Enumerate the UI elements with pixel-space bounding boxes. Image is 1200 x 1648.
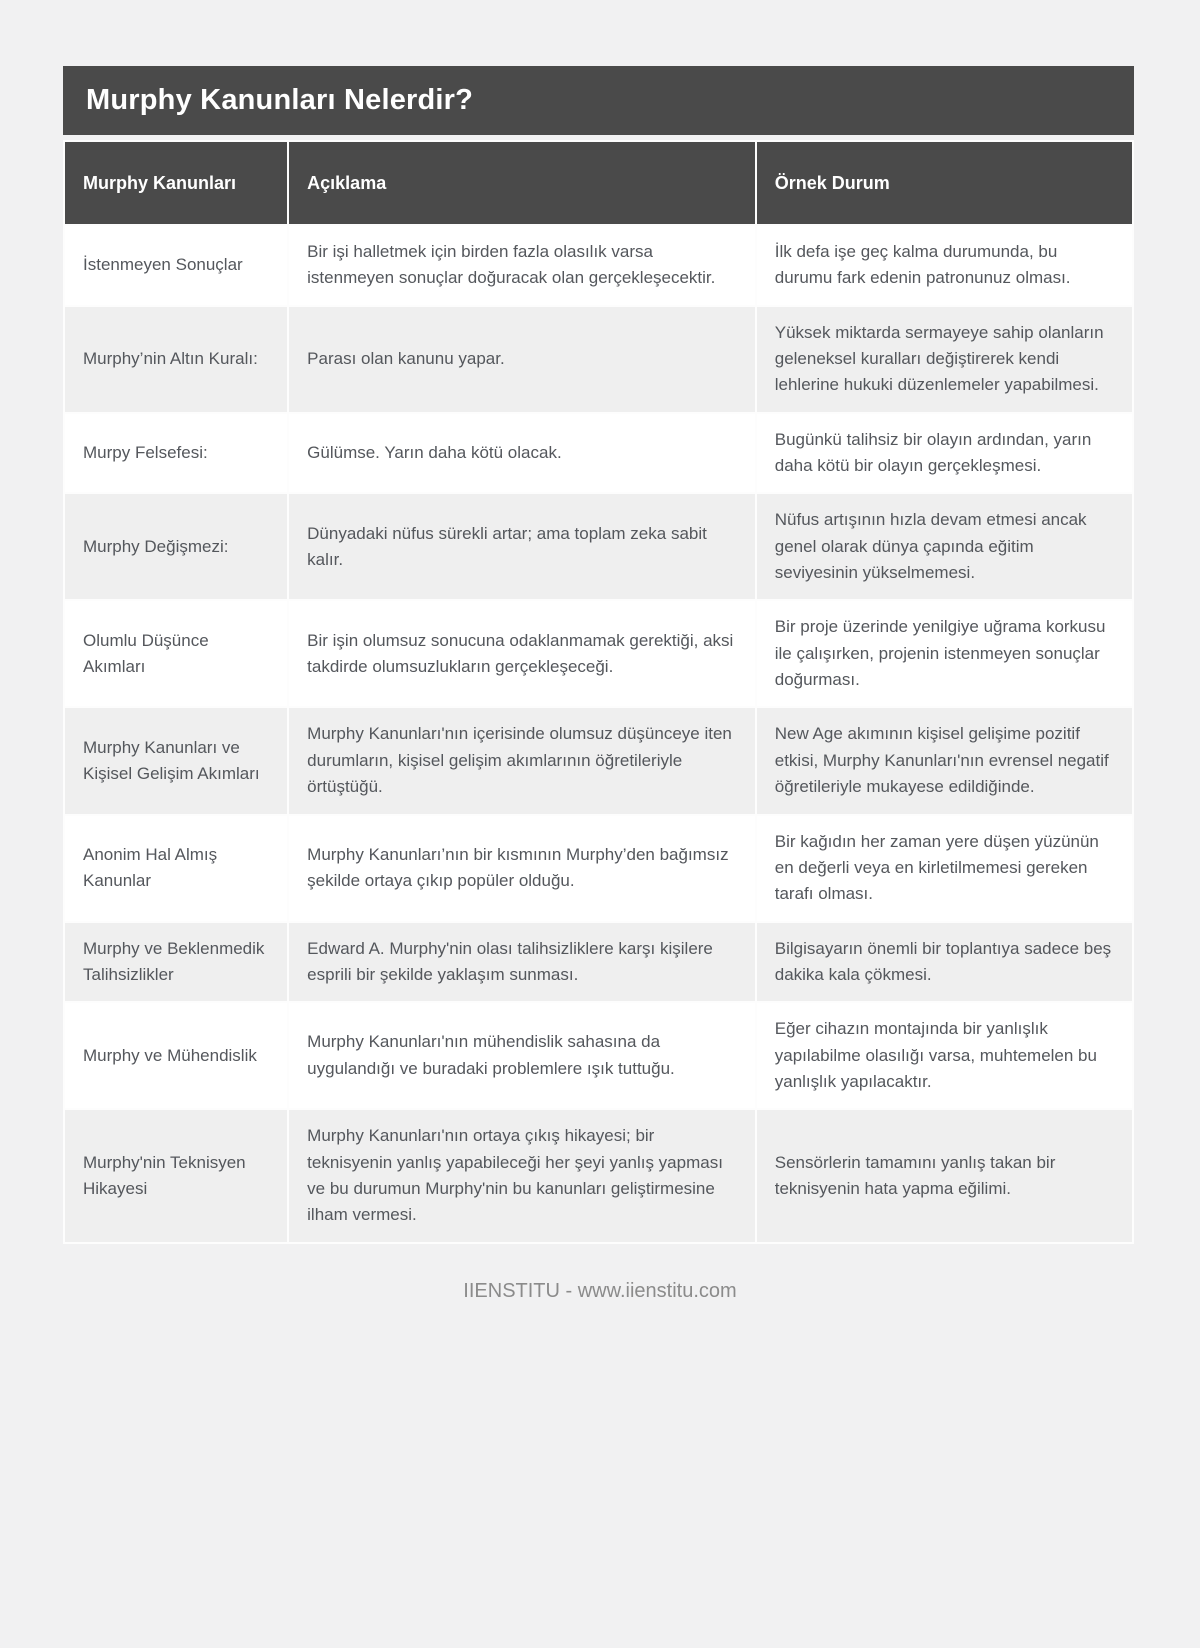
law-example: Bugünkü talihsiz bir olayın ardından, yarın daha kötü bir olayın gerçekleşmesi. <box>757 414 1132 493</box>
footer-credit: IIENSTITU - www.iienstitu.com <box>463 1279 737 1302</box>
law-description: Murphy Kanunları'nın içerisinde olumsuz düşünceye iten durumların, kişisel gelişim akımlarının öğretileriyle örtüştüğü. <box>289 708 755 813</box>
law-name: İstenmeyen Sonuçlar <box>65 226 287 305</box>
law-example: Nüfus artışının hızla devam etmesi ancak genel olarak dünya çapında eğitim seviyesinin yükselmemesi. <box>757 494 1132 599</box>
table-row <box>65 708 1132 813</box>
table-row <box>65 414 1132 493</box>
law-name: Murphy Kanunları ve Kişisel Gelişim Akımları <box>65 708 287 813</box>
law-name: Murphy ve Beklenmedik Talihsizlikler <box>65 923 287 1002</box>
law-name: Murphy ve Mühendislik <box>65 1003 287 1108</box>
law-description: Parası olan kanunu yapar. <box>289 307 755 412</box>
table-row <box>65 494 1132 599</box>
law-example: İlk defa işe geç kalma durumunda, bu durumu fark edenin patronunuz olması. <box>757 226 1132 305</box>
table-row <box>65 816 1132 921</box>
law-name: Murphy Değişmezi: <box>65 494 287 599</box>
page-title: Murphy Kanunları Nelerdir? <box>63 66 1134 135</box>
law-description: Edward A. Murphy'nin olası talihsizliklere karşı kişilere esprili bir şekilde yaklaşım sunması. <box>289 923 755 1002</box>
law-example: Sensörlerin tamamını yanlış takan bir teknisyenin hata yapma eğilimi. <box>757 1110 1132 1241</box>
law-example: Bir kağıdın her zaman yere düşen yüzünün en değerli veya en kirletilmemesi gereken tarafı olması. <box>757 816 1132 921</box>
law-description: Murphy Kanunları'nın ortaya çıkış hikayesi; bir teknisyenin yanlış yapabileceği her şeyi yanlış yapması ve bu durumun Murphy'nin bu kanunları geliştirmesine ilham vermesi. <box>289 1110 755 1241</box>
table-row <box>65 923 1132 1002</box>
law-example: Yüksek miktarda sermayeye sahip olanların geleneksel kuralları değiştirerek kendi lehlerine hukuki düzenlemeler yapabilmesi. <box>757 307 1132 412</box>
law-description: Dünyadaki nüfus sürekli artar; ama toplam zeka sabit kalır. <box>289 494 755 599</box>
law-description: Murphy Kanunları’nın bir kısmının Murphy’den bağımsız şekilde ortaya çıkıp popüler olduğu. <box>289 816 755 921</box>
document-sheet <box>63 0 1134 1303</box>
murphy-laws-table <box>63 140 1134 1244</box>
law-name: Murphy’nin Altın Kuralı: <box>65 307 287 412</box>
law-example: Eğer cihazın montajında bir yanlışlık yapılabilme olasılığı varsa, muhtemelen bu yanlışlık yapılacaktır. <box>757 1003 1132 1108</box>
law-example: New Age akımının kişisel gelişime pozitif etkisi, Murphy Kanunları'nın evrensel negatif öğretileriyle mukayese edildiğinde. <box>757 708 1132 813</box>
law-name: Anonim Hal Almış Kanunlar <box>65 816 287 921</box>
column-header-law: Murphy Kanunları <box>65 142 287 224</box>
column-header-example: Örnek Durum <box>757 142 1132 224</box>
law-name: Murphy'nin Teknisyen Hikayesi <box>65 1110 287 1241</box>
law-name: Murpy Felsefesi: <box>65 414 287 493</box>
table-row <box>65 1003 1132 1108</box>
law-description: Bir işin olumsuz sonucuna odaklanmamak gerektiği, aksi takdirde olumsuzlukların gerçekleşeceği. <box>289 601 755 706</box>
table-row <box>65 226 1132 305</box>
law-description: Murphy Kanunları'nın mühendislik sahasına da uygulandığı ve buradaki problemlere ışık tuttuğu. <box>289 1003 755 1108</box>
column-header-description: Açıklama <box>289 142 755 224</box>
law-description: Bir işi halletmek için birden fazla olasılık varsa istenmeyen sonuçlar doğuracak olan gerçekleşecektir. <box>289 226 755 305</box>
table-row <box>65 601 1132 706</box>
law-example: Bir proje üzerinde yenilgiye uğrama korkusu ile çalışırken, projenin istenmeyen sonuçlar doğurması. <box>757 601 1132 706</box>
table-row <box>65 1110 1132 1241</box>
law-name: Olumlu Düşünce Akımları <box>65 601 287 706</box>
law-example: Bilgisayarın önemli bir toplantıya sadece beş dakika kala çökmesi. <box>757 923 1132 1002</box>
table-header-row <box>65 142 1132 224</box>
law-description: Gülümse. Yarın daha kötü olacak. <box>289 414 755 493</box>
table-row <box>65 307 1132 412</box>
